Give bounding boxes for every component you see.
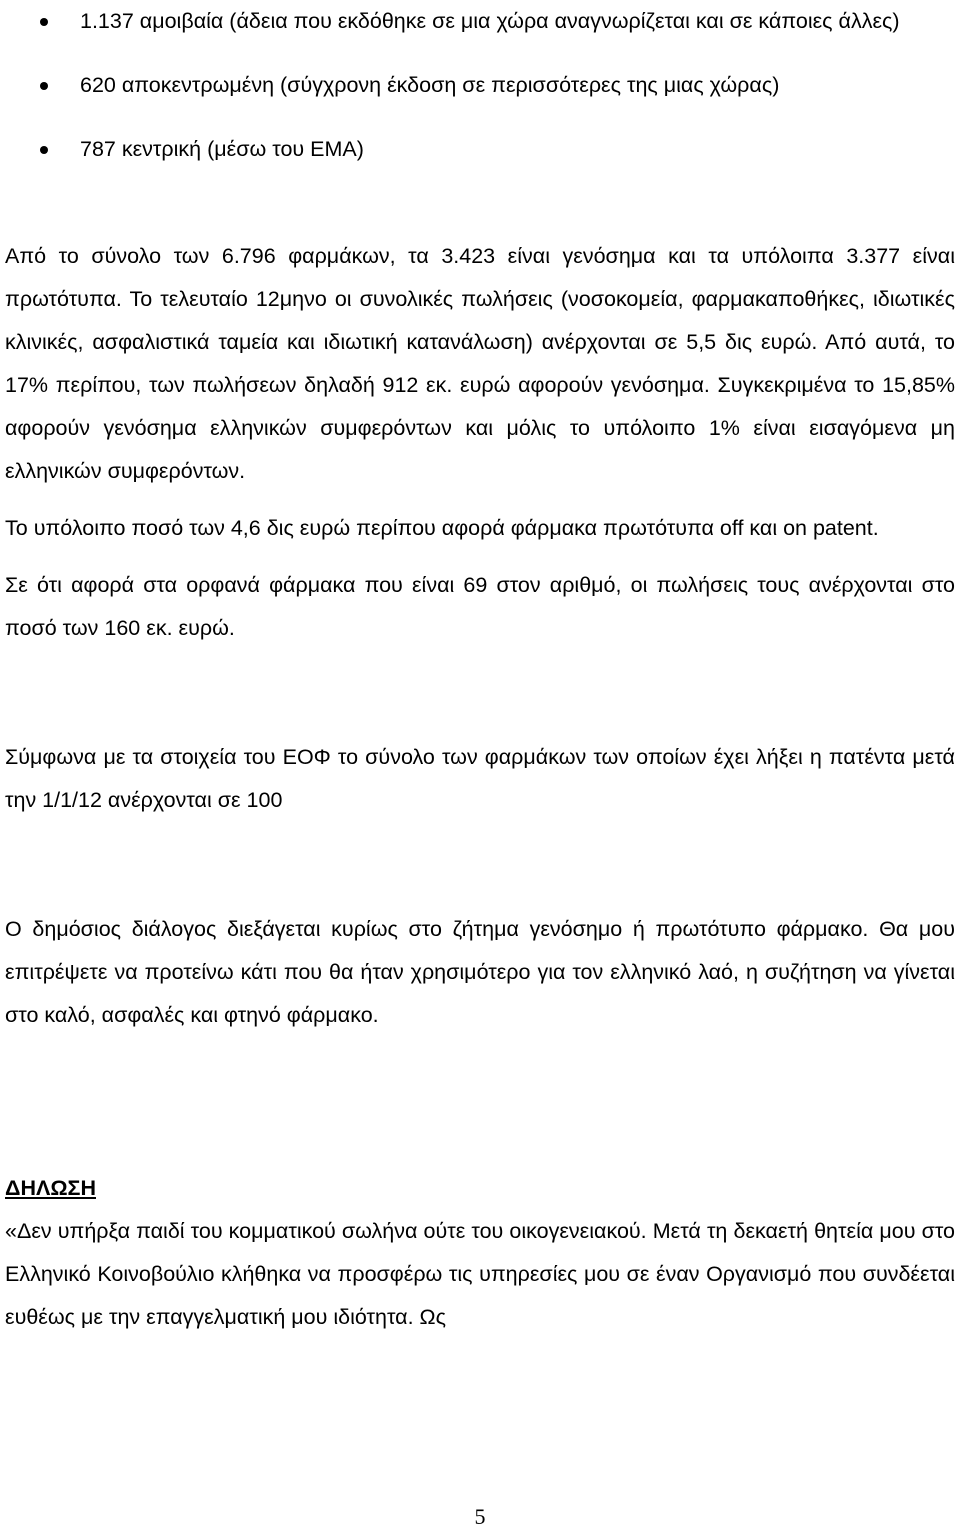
paragraph-remaining-amount: Το υπόλοιπο ποσό των 4,6 δις ευρώ περίπου αφορά φάρμακα πρωτότυπα off και on patent.: [5, 516, 879, 540]
bullet-icon: [40, 18, 48, 26]
list-item-text: 787 κεντρική (μέσω του ΕΜΑ): [80, 137, 364, 161]
spacer: [5, 171, 955, 235]
paragraph-sales-overview: Από το σύνολο των 6.796 φαρμάκων, τα 3.423 είναι γενόσημα και τα υπόλοιπα 3.377 είναι πρωτότυπα. Το τελευταίο 12μηνο οι συνολικές πωλήσεις (νοσοκομεία, φαρμακαποθήκες, ιδιωτικές κλινικές, ασφαλιστικά ταμεία και ιδιωτική κατανάλωση) ανέρχονται σε 5,5 δις ευρώ. Από αυτά, το 17% περίπου, των πωλήσεων δηλαδή 912 εκ. ευρώ αφορούν γενόσημα. Συγκεκριμένα το 15,85% αφορούν γενόσημα ελληνικών συμφερόντων και μόλις το υπόλοιπο 1% είναι εισαγόμενα μη ελληνικών συμφερόντων.: [5, 244, 955, 483]
spacer: [5, 822, 955, 908]
approval-types-list: [5, 0, 955, 171]
spacer: [5, 550, 955, 564]
list-item: [5, 64, 955, 107]
paragraph-patent-expiry: Σύμφωνα με τα στοιχεία του ΕΟΦ το σύνολο των φαρμάκων των οποίων έχει λήξει η πατέντα μετά την 1/1/12 ανέρχονται σε 100: [5, 745, 955, 812]
bullet-icon: [40, 146, 48, 154]
list-item: [5, 0, 955, 43]
bullet-icon: [40, 82, 48, 90]
spacer: [5, 1037, 955, 1167]
paragraph-public-dialogue: Ο δημόσιος διάλογος διεξάγεται κυρίως στο ζήτημα γενόσημο ή πρωτότυπο φάρμακο. Θα μου επιτρέψετε να προτείνω κάτι που θα ήταν χρησιμότερο για τον ελληνικό λαό, η συζήτηση να γίνεται στο καλό, ασφαλές και φτηνό φάρμακο.: [5, 917, 955, 1027]
list-item-text: 1.137 αμοιβαία (άδεια που εκδόθηκε σε μια χώρα αναγνωρίζεται και σε κάποιες άλλες): [80, 9, 900, 33]
declaration-heading: ΔΗΛΩΣΗ: [5, 1176, 96, 1200]
list-item: [5, 128, 955, 171]
paragraph-orphan-drugs: Σε ότι αφορά στα ορφανά φάρμακα που είναι 69 στον αριθμό, οι πωλήσεις τους ανέρχονται στο ποσό των 160 εκ. ευρώ.: [5, 573, 955, 640]
document-body: [5, 0, 955, 1339]
spacer: [5, 493, 955, 507]
list-item-text: 620 αποκεντρωμένη (σύγχρονη έκδοση σε περισσότερες της μιας χώρας): [80, 73, 780, 97]
spacer: [5, 650, 955, 736]
page-number: 5: [474, 1504, 486, 1529]
declaration-text: «Δεν υπήρξα παιδί του κομματικού σωλήνα ούτε του οικογενειακού. Μετά τη δεκαετή θητεία μου στο Ελληνικό Κοινοβούλιο κλήθηκα να προσφέρω τις υπηρεσίες μου σε έναν Οργανισμό που συνδέεται ευθέως με την επαγγελματική μου ιδιότητα. Ως: [5, 1219, 955, 1329]
